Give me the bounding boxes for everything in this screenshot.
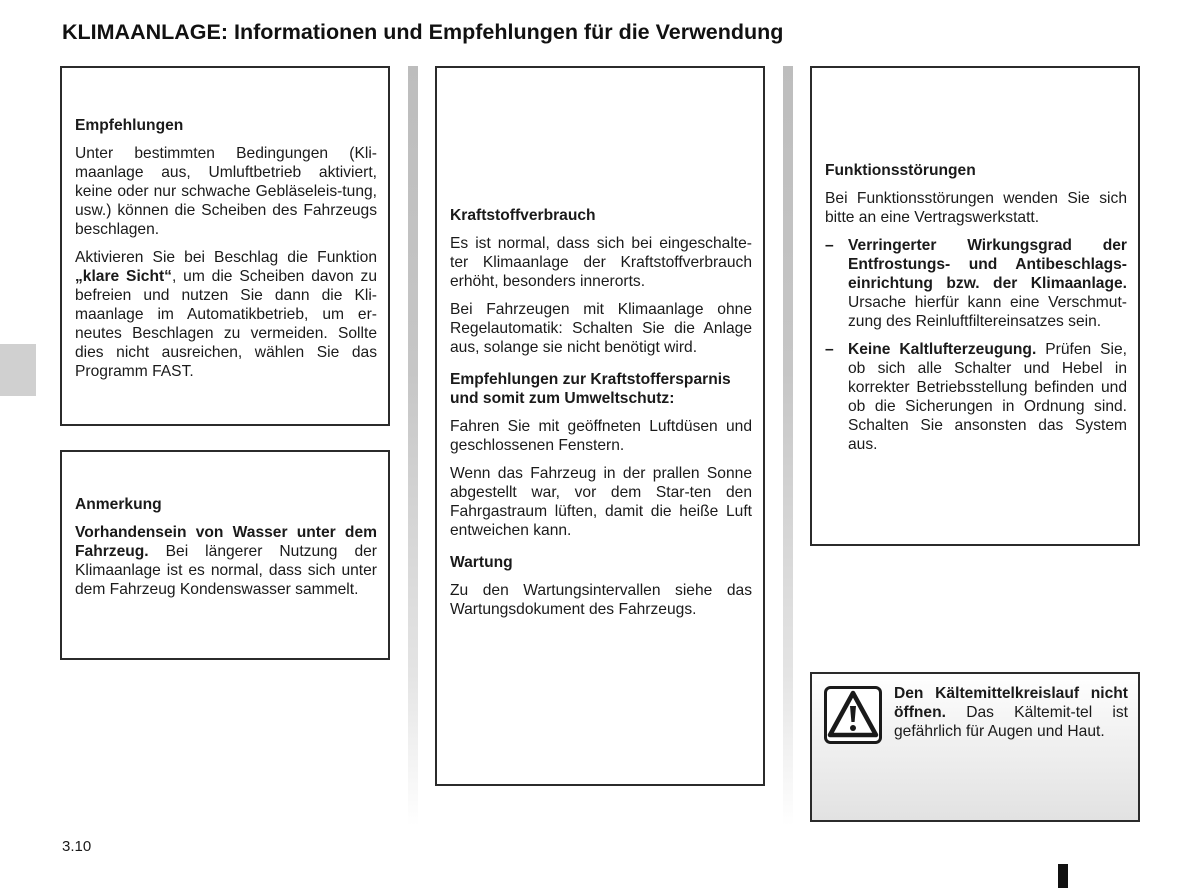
column-divider-left <box>408 66 418 826</box>
corner-mark <box>1058 864 1068 888</box>
note-heading: Anmerkung <box>75 496 162 513</box>
malfunctions-box <box>810 66 1140 546</box>
recommendations-paragraph-1: Unter bestimmten Bedingungen (Kli-maanlage aus, Umluftbetrieb aktiviert, keine oder nur schwache Gebläseleis-tung, usw.) können die Scheiben des Fahrzeugs beschlagen. <box>75 145 377 238</box>
list-item: – Keine Kaltlufterzeugung. Prüfen Sie, ob sich alle Schalter und Hebel in korrekter Betriebsstellung befinden und ob die Sicherungen in Ordnung sind. Schalten Sie ansonsten das System aus. <box>825 341 1128 453</box>
fuel-consumption-heading: Kraftstoffverbrauch <box>450 207 596 224</box>
warning-box <box>810 672 1140 822</box>
fuel-saving-paragraph-1: Fahren Sie mit geöffneten Luftdüsen und geschlossenen Fenstern. <box>450 418 752 454</box>
malfunctions-paragraph: Bei Funktionsstörungen wenden Sie sich bitte an eine Vertragswerkstatt. <box>825 190 1127 226</box>
fuel-consumption-paragraph-2: Bei Fahrzeugen mit Klimaanlage ohne Regelautomatik: Schalten Sie die Anlage aus, solange sie nicht benötigt wird. <box>450 301 752 356</box>
fuel-saving-heading: Empfehlungen zur Kraftstoffersparnis und somit zum Umweltschutz: <box>450 371 731 407</box>
fuel-saving-paragraph-2: Wenn das Fahrzeug in der prallen Sonne abgestellt war, vor dem Star-ten den Fahrgastraum lüften, damit die heiße Luft entweichen kann. <box>450 465 752 539</box>
maintenance-heading: Wartung <box>450 554 513 571</box>
note-box <box>60 450 390 660</box>
recommendations-box <box>60 66 390 426</box>
page-number: 3.10 <box>62 838 92 855</box>
warning-text: Den Kältemittelkreislauf nicht öffnen. Das Kältemit-tel ist gefährlich für Augen und Haut. <box>894 685 1128 740</box>
clear-view-function-label: „klare Sicht“ <box>75 268 172 285</box>
recommendations-heading: Empfehlungen <box>75 117 184 134</box>
list-item: – Verringerter Wirkungsgrad der Entfrostungs- und Antibeschlags-einrichtung bzw. der Klimaanlage. Ursache hierfür kann eine Verschmut-zung des Reinluftfiltereinsatzes sein. <box>825 237 1127 330</box>
maintenance-paragraph: Zu den Wartungsintervallen siehe das Wartungsdokument des Fahrzeugs. <box>450 582 752 618</box>
malfunctions-list <box>825 236 1127 454</box>
warning-triangle-icon <box>824 686 882 744</box>
column-divider-right <box>783 66 793 826</box>
chapter-tab <box>0 344 36 396</box>
recommendations-paragraph-2: Aktivieren Sie bei Beschlag die Funktion „klare Sicht“, um die Scheiben davon zu befreien und nutzen Sie dann die Kli-maanlage im Automatikbetrieb, um er-neutes Beschlagen zu vermeiden. Sollte dies nicht ausreichen, wählen Sie das Programm FAST. <box>75 249 377 380</box>
note-paragraph: Vorhandensein von Wasser unter dem Fahrzeug. Bei längerer Nutzung der Klimaanlage ist es normal, dass sich unter dem Fahrzeug Kondenswasser sammelt. <box>75 524 377 598</box>
malfunctions-heading: Funktionsstörungen <box>825 162 976 179</box>
page-title: KLIMAANLAGE: Informationen und Empfehlungen für die Verwendung <box>62 20 784 44</box>
fuel-consumption-paragraph-1: Es ist normal, dass sich bei eingeschalte-ter Klimaanlage der Kraftstoffverbrauch erhöht, besonders innerorts. <box>450 235 752 290</box>
fuel-consumption-box <box>435 66 765 786</box>
